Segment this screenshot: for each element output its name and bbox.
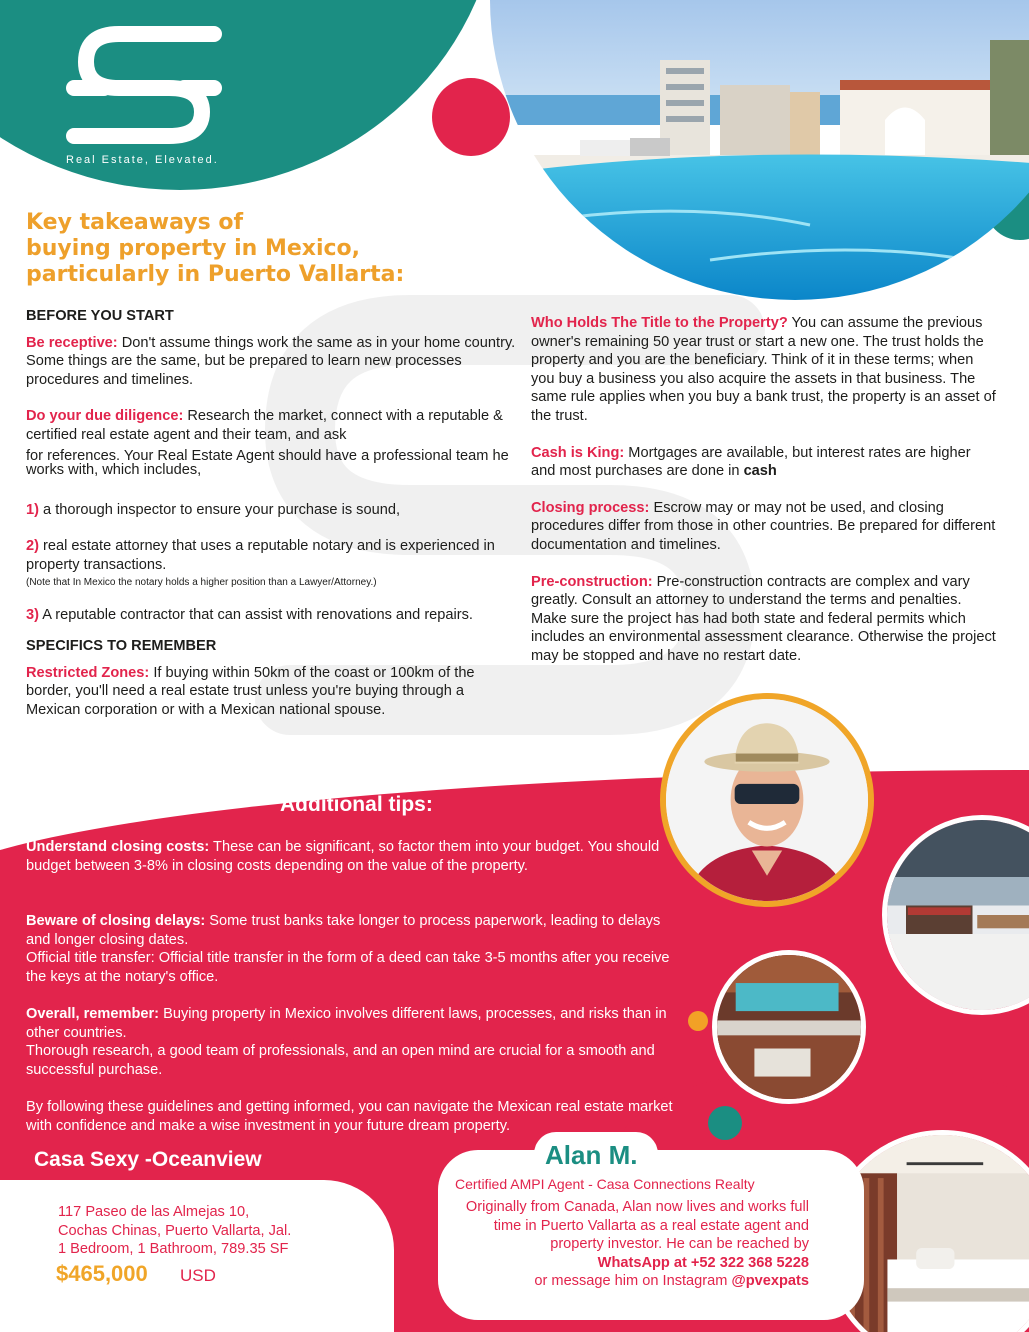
- teal-dot-decoration: [708, 1106, 742, 1140]
- receptive-paragraph: [26, 334, 526, 390]
- tips-overall: [26, 1005, 686, 1042]
- zones-text: If buying within 50km of the coast or 100km of the border, you'll need a real estate trust unless you're buying through a Mexican corporation or with a Mexican national spouse.: [26, 664, 475, 718]
- red-dot-decoration: [432, 78, 510, 156]
- zones-paragraph: [26, 664, 496, 720]
- agent-bio: [438, 1198, 809, 1291]
- listing-price: $465,000: [56, 1261, 148, 1286]
- tip-label: Overall, remember:: [26, 1006, 160, 1022]
- notary-note: (Note that In Mexico the notary holds a higher position than a Lawyer/Attorney.): [26, 577, 377, 589]
- brand-tagline: Real Estate, Elevated.: [66, 154, 219, 166]
- list-item-inspector: [26, 501, 526, 520]
- listing-details: 1 Bedroom, 1 Bathroom, 789.35 SF: [58, 1241, 289, 1258]
- left-column: [26, 307, 526, 719]
- closing-text: Escrow may or may not be used, and closing procedures differ from those in other countries. Be prepared for different documentation and timelines.: [531, 499, 996, 553]
- before-section-title: BEFORE YOU START: [26, 308, 174, 324]
- item-number: 3): [26, 607, 39, 624]
- diligence-label: Do your due diligence:: [26, 408, 184, 425]
- price-currency: USD: [180, 1266, 216, 1285]
- title-label: Who Holds The Title to the Property?: [531, 315, 788, 331]
- kitchen-photo: [712, 950, 866, 1104]
- tip-label: Beware of closing delays:: [26, 913, 206, 929]
- page-title: Key takeaways of buying property in Mexico, particularly in Puerto Vallarta:: [26, 210, 405, 287]
- precon-label: Pre-construction:: [531, 573, 653, 590]
- address-line: 117 Paseo de las Almejas 10,: [58, 1204, 250, 1220]
- tip-text: These can be significant, so factor them into your budget. You should budget between 3-8% in closing costs depending on the value of the property.: [26, 839, 660, 874]
- receptive-text: Don't assume things work the same as in your home country. Some things are the same, but be prepared to learn new processes procedures and timelines.: [26, 334, 516, 388]
- listing-address: [58, 1203, 291, 1259]
- specifics-section-title: SPECIFICS TO REMEMBER: [26, 637, 217, 654]
- listing-title: Casa Sexy -Oceanview: [34, 1148, 262, 1171]
- precon-text: Pre-construction contracts are complex and vary greatly. Consult an attorney to understand the terms and penalties. Make sure the project has had both state and federal permits which includes an environmental assessment clearance. Otherwise the project may be stopped and have no restart date.: [531, 573, 996, 664]
- item-text: real estate attorney that uses a reputable notary and is experienced in property transactions.: [26, 538, 495, 573]
- tips-delays: [26, 912, 686, 949]
- item-text: a thorough inspector to ensure your purchase is sound,: [38, 501, 400, 518]
- tips-closing: By following these guidelines and getting informed, you can navigate the Mexican real estate market with confidence and make a wise investment in your future dream property.: [26, 1099, 673, 1134]
- tips-research: Thorough research, a good team of professionals, and an open mind are crucial for a smooth and successful purchase.: [26, 1043, 655, 1078]
- receptive-label: Be receptive:: [26, 334, 118, 351]
- zones-label: Restricted Zones:: [26, 664, 150, 681]
- instagram-handle[interactable]: @pvexpats: [731, 1273, 809, 1290]
- diligence-text: Research the market, connect with a reputable & certified real estate agent and their team, and ask: [26, 408, 503, 443]
- tip-label: Understand closing costs:: [26, 839, 210, 855]
- tip-text: Some trust banks take longer to process paperwork, leading to delays and longer closing dates.: [26, 913, 661, 948]
- agent-whatsapp[interactable]: WhatsApp at +52 322 368 5228: [597, 1254, 809, 1271]
- title-text: You can assume the previous owner's remaining 50 year trust or start a new one. The trust holds the property and you are the beneficiary. Think of it in these terms; when you buy a business you also acquire the assets in that business. The same rule applies when you buy a bank trust, the property is an asset of the trust.: [531, 315, 996, 424]
- agent-bio-text: Originally from Canada, Alan now lives and works full time in Puerto Vallarta as a real estate agent and property investor. He can be reached by: [465, 1199, 809, 1253]
- agent-instagram: or message him on Instagram @pvexpats: [534, 1273, 809, 1290]
- right-column: [531, 314, 999, 666]
- orange-dot-decoration: [688, 1011, 708, 1031]
- list-item-contractor: [26, 606, 526, 625]
- precon-paragraph: [531, 573, 999, 666]
- pool-photo: [490, 0, 1029, 300]
- closing-paragraph: [531, 499, 999, 555]
- agent-name: Alan M.: [545, 1140, 638, 1170]
- address-line: Cochas Chinas, Puerto Vallarta, Jal.: [58, 1222, 292, 1239]
- item-number: 1): [26, 501, 39, 518]
- item-number: 2): [26, 538, 39, 555]
- item-text: A reputable contractor that can assist with renovations and repairs.: [38, 607, 473, 624]
- references-text: for references. Your Real Estate Agent should have a professional team he works with, which includes,: [26, 447, 509, 478]
- cash-label: Cash is King:: [531, 444, 625, 461]
- tip-text: Buying property in Mexico involves different laws, processes, and risks than in other countries.: [26, 1006, 667, 1041]
- cash-bold: cash: [743, 463, 777, 480]
- diligence-paragraph: [26, 407, 526, 444]
- tips-transfer: Official title transfer: Official title transfer in the form of a deed can take 3-5 months after you receive the keys at the notary's office.: [26, 950, 670, 985]
- agent-portrait-photo: [666, 699, 868, 901]
- tips-costs: [26, 838, 686, 875]
- agent-portrait-frame: [660, 693, 874, 907]
- cash-text: Mortgages are available, but interest rates are higher and most purchases are done in: [531, 444, 971, 480]
- cash-paragraph: [531, 444, 999, 481]
- list-item-attorney: [26, 537, 526, 574]
- title-paragraph: [531, 314, 999, 426]
- closing-label: Closing process:: [531, 499, 650, 516]
- tips-title: Additional tips:: [280, 793, 433, 816]
- brand-logo: [64, 14, 224, 148]
- agent-role: Certified AMPI Agent - Casa Connections Realty: [455, 1176, 755, 1192]
